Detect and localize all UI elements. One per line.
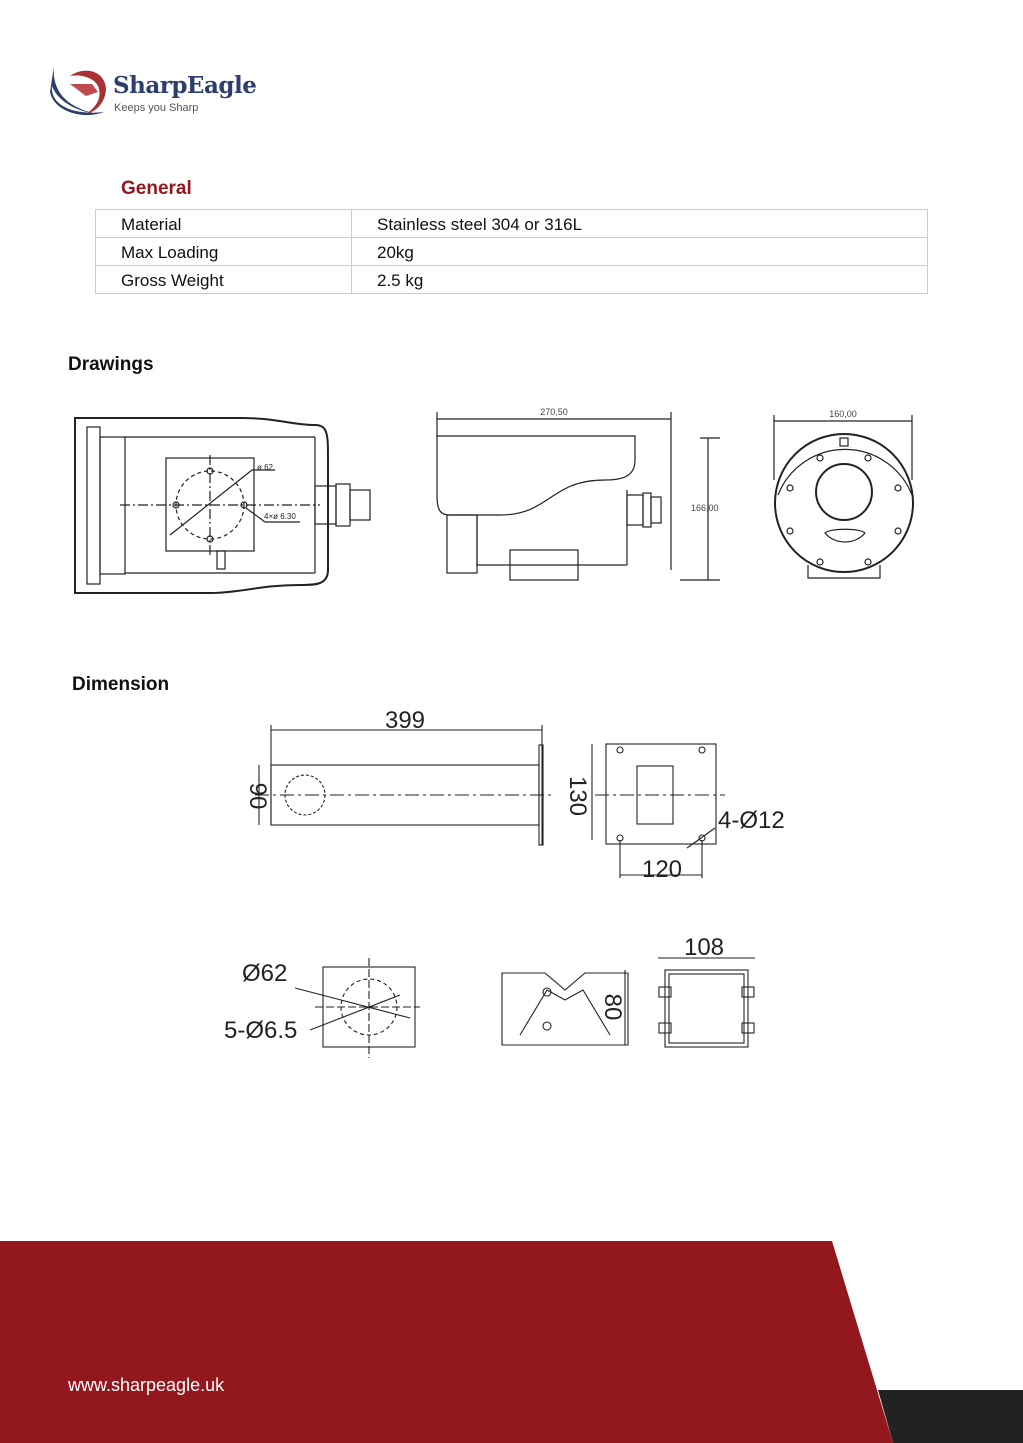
general-table xyxy=(95,209,928,294)
row-value: Stainless steel 304 or 316L xyxy=(352,210,928,238)
dimension-label: 166,00 xyxy=(691,503,719,513)
footer-band xyxy=(0,1241,1023,1443)
dimension-figure xyxy=(215,700,795,1070)
dimension-label: Ø62 xyxy=(242,960,288,987)
row-value: 20kg xyxy=(352,238,928,266)
dimension-label: 108 xyxy=(683,934,725,961)
table-row xyxy=(96,238,928,266)
logo-name: SharpEagle xyxy=(113,72,257,99)
drawing-label: 4×ø 6.30 xyxy=(264,512,296,521)
row-label: Material xyxy=(96,210,352,238)
dimension-label: 90 xyxy=(244,782,271,810)
row-value: 2.5 kg xyxy=(352,266,928,294)
logo-tagline: Keeps you Sharp xyxy=(114,102,199,114)
general-heading: General xyxy=(121,178,192,199)
dimension-label: 160,00 xyxy=(829,409,857,419)
drawings-heading: Drawings xyxy=(68,354,154,375)
table-row xyxy=(96,266,928,294)
dimension-label: 120 xyxy=(641,856,683,883)
row-label: Max Loading xyxy=(96,238,352,266)
dimension-label: 80 xyxy=(599,993,626,1021)
dimension-label: 5-Ø6.5 xyxy=(224,1017,298,1044)
dimension-label: 4-Ø12 xyxy=(718,807,785,834)
row-label: Gross Weight xyxy=(96,266,352,294)
table-row xyxy=(96,210,928,238)
dimension-label: 270,50 xyxy=(540,407,568,417)
website-link[interactable]: www.sharpeagle.uk xyxy=(68,1375,225,1395)
dimension-label: 130 xyxy=(564,775,591,817)
drawing-label: ø 62 xyxy=(257,463,274,472)
dimension-label: 399 xyxy=(384,707,426,734)
drawings-figure xyxy=(60,400,940,600)
eagle-logo-icon xyxy=(48,62,110,118)
dimension-heading: Dimension xyxy=(72,674,170,695)
